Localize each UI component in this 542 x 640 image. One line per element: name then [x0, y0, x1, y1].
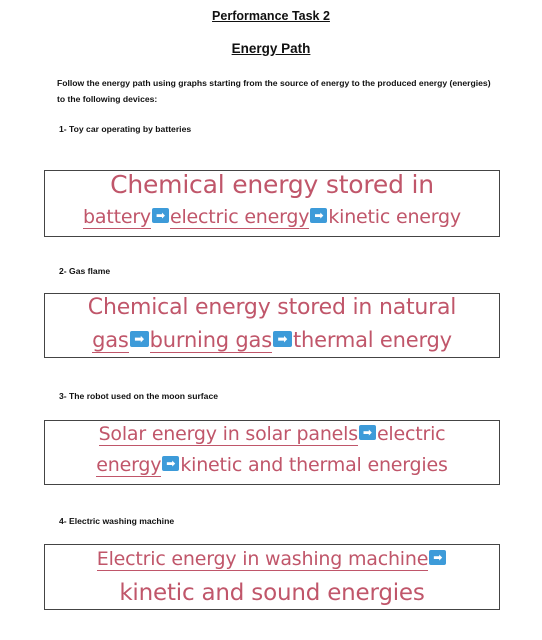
arrow-right-icon: ➡ — [310, 208, 327, 223]
answer-3-source: Solar energy in solar panels — [98, 423, 358, 445]
answer-2-output: thermal energy — [292, 328, 452, 352]
answer-1-source: battery — [83, 206, 151, 228]
question-3-label: 3- The robot used on the moon surface — [59, 391, 218, 401]
answer-2-middle: burning gas — [149, 328, 272, 352]
answer-box-3 — [44, 420, 500, 485]
arrow-right-icon: ➡ — [429, 550, 446, 565]
answer-1-line-2 — [45, 206, 499, 228]
task-title: Performance Task 2 — [212, 9, 330, 23]
answer-4-source: Electric energy in washing machine — [96, 548, 429, 570]
answer-box-4 — [44, 544, 500, 610]
answer-3-middle-b: energy — [96, 454, 162, 476]
arrow-right-icon: ➡ — [359, 425, 376, 440]
answer-4-line-2: kinetic and sound energies — [119, 580, 425, 606]
answer-3-line-1 — [45, 423, 499, 445]
question-2-label: 2- Gas flame — [59, 266, 111, 276]
instructions-text: Follow the energy path using graphs starting from the source of energy to the produced energy (energies) to the following devices: — [57, 78, 491, 104]
answer-1-line-1: Chemical energy stored in — [110, 170, 434, 199]
answer-4-line-1 — [45, 548, 499, 570]
answer-2-line-1: Chemical energy stored in natural — [87, 295, 457, 320]
answer-1-middle: electric energy — [169, 206, 310, 228]
arrow-right-icon: ➡ — [162, 456, 179, 471]
arrow-right-icon: ➡ — [273, 331, 292, 347]
answer-2-line-2 — [45, 328, 499, 352]
answer-2-source: gas — [92, 328, 129, 352]
answer-box-2 — [44, 293, 500, 358]
arrow-right-icon: ➡ — [130, 331, 149, 347]
arrow-right-icon: ➡ — [152, 208, 169, 223]
answer-3-output: kinetic and thermal energies — [180, 454, 448, 476]
answer-3-line-2 — [45, 454, 499, 476]
answer-box-1 — [44, 170, 500, 237]
question-4-label: 4- Electric washing machine — [59, 516, 175, 526]
answer-1-output: kinetic energy — [328, 206, 461, 228]
topic-title: Energy Path — [231, 41, 311, 56]
answer-3-middle-a: electric — [376, 423, 446, 445]
question-1-label: 1- Toy car operating by batteries — [59, 124, 192, 134]
